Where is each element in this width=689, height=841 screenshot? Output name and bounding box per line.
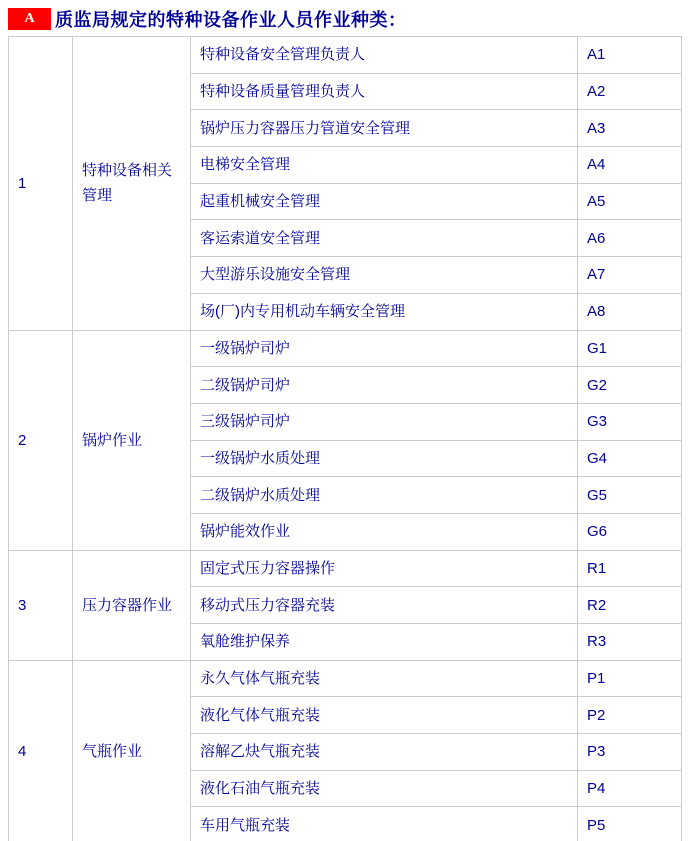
code-cell: G5 bbox=[578, 477, 682, 514]
page-title: 质监局规定的特种设备作业人员作业种类： bbox=[55, 10, 407, 30]
code-cell: P2 bbox=[578, 697, 682, 734]
job-title-cell: 移动式压力容器充装 bbox=[191, 587, 578, 624]
row-number-cell: 4 bbox=[9, 660, 73, 841]
code-cell: G3 bbox=[578, 403, 682, 440]
job-title-cell: 一级锅炉司炉 bbox=[191, 330, 578, 367]
job-title-cell: 永久气体气瓶充装 bbox=[191, 660, 578, 697]
code-cell: A5 bbox=[578, 183, 682, 220]
code-cell: P1 bbox=[578, 660, 682, 697]
job-title-cell: 场(厂)内专用机动车辆安全管理 bbox=[191, 293, 578, 330]
job-title-cell: 车用气瓶充装 bbox=[191, 807, 578, 841]
code-cell: G1 bbox=[578, 330, 682, 367]
job-title-cell: 液化石油气瓶充装 bbox=[191, 770, 578, 807]
page-title-row bbox=[8, 8, 681, 30]
job-title-cell: 大型游乐设施安全管理 bbox=[191, 257, 578, 294]
job-title-cell: 锅炉能效作业 bbox=[191, 513, 578, 550]
code-cell: P3 bbox=[578, 734, 682, 771]
categories-table bbox=[8, 36, 682, 841]
code-cell: R3 bbox=[578, 624, 682, 661]
row-number-cell: 1 bbox=[9, 37, 73, 331]
code-cell: G2 bbox=[578, 367, 682, 404]
job-title-cell: 客运索道安全管理 bbox=[191, 220, 578, 257]
code-cell: A6 bbox=[578, 220, 682, 257]
code-cell: A7 bbox=[578, 257, 682, 294]
code-cell: R2 bbox=[578, 587, 682, 624]
code-cell: R1 bbox=[578, 550, 682, 587]
category-cell: 气瓶作业 bbox=[73, 660, 191, 841]
job-title-cell: 锅炉压力容器压力管道安全管理 bbox=[191, 110, 578, 147]
row-number-cell: 2 bbox=[9, 330, 73, 550]
row-number-cell: 3 bbox=[9, 550, 73, 660]
code-cell: G6 bbox=[578, 513, 682, 550]
job-title-cell: 液化气体气瓶充装 bbox=[191, 697, 578, 734]
code-cell: A2 bbox=[578, 73, 682, 110]
category-cell: 压力容器作业 bbox=[73, 550, 191, 660]
job-title-cell: 固定式压力容器操作 bbox=[191, 550, 578, 587]
job-title-cell: 氧舱维护保养 bbox=[191, 624, 578, 661]
job-title-cell: 二级锅炉司炉 bbox=[191, 367, 578, 404]
code-cell: A1 bbox=[578, 37, 682, 74]
job-title-cell: 三级锅炉司炉 bbox=[191, 403, 578, 440]
job-title-cell: 一级锅炉水质处理 bbox=[191, 440, 578, 477]
table-row bbox=[9, 330, 682, 367]
categories-table-body bbox=[9, 37, 682, 841]
job-title-cell: 溶解乙炔气瓶充装 bbox=[191, 734, 578, 771]
code-cell: G4 bbox=[578, 440, 682, 477]
job-title-cell: 特种设备安全管理负责人 bbox=[191, 37, 578, 74]
red-a-badge: A bbox=[8, 8, 51, 30]
code-cell: A3 bbox=[578, 110, 682, 147]
job-title-cell: 特种设备质量管理负责人 bbox=[191, 73, 578, 110]
category-cell: 特种设备相关管理 bbox=[73, 37, 191, 331]
table-row bbox=[9, 550, 682, 587]
code-cell: P4 bbox=[578, 770, 682, 807]
job-title-cell: 电梯安全管理 bbox=[191, 147, 578, 184]
table-row bbox=[9, 37, 682, 74]
category-cell: 锅炉作业 bbox=[73, 330, 191, 550]
code-cell: A8 bbox=[578, 293, 682, 330]
job-title-cell: 起重机械安全管理 bbox=[191, 183, 578, 220]
code-cell: A4 bbox=[578, 147, 682, 184]
code-cell: P5 bbox=[578, 807, 682, 841]
table-row bbox=[9, 660, 682, 697]
job-title-cell: 二级锅炉水质处理 bbox=[191, 477, 578, 514]
